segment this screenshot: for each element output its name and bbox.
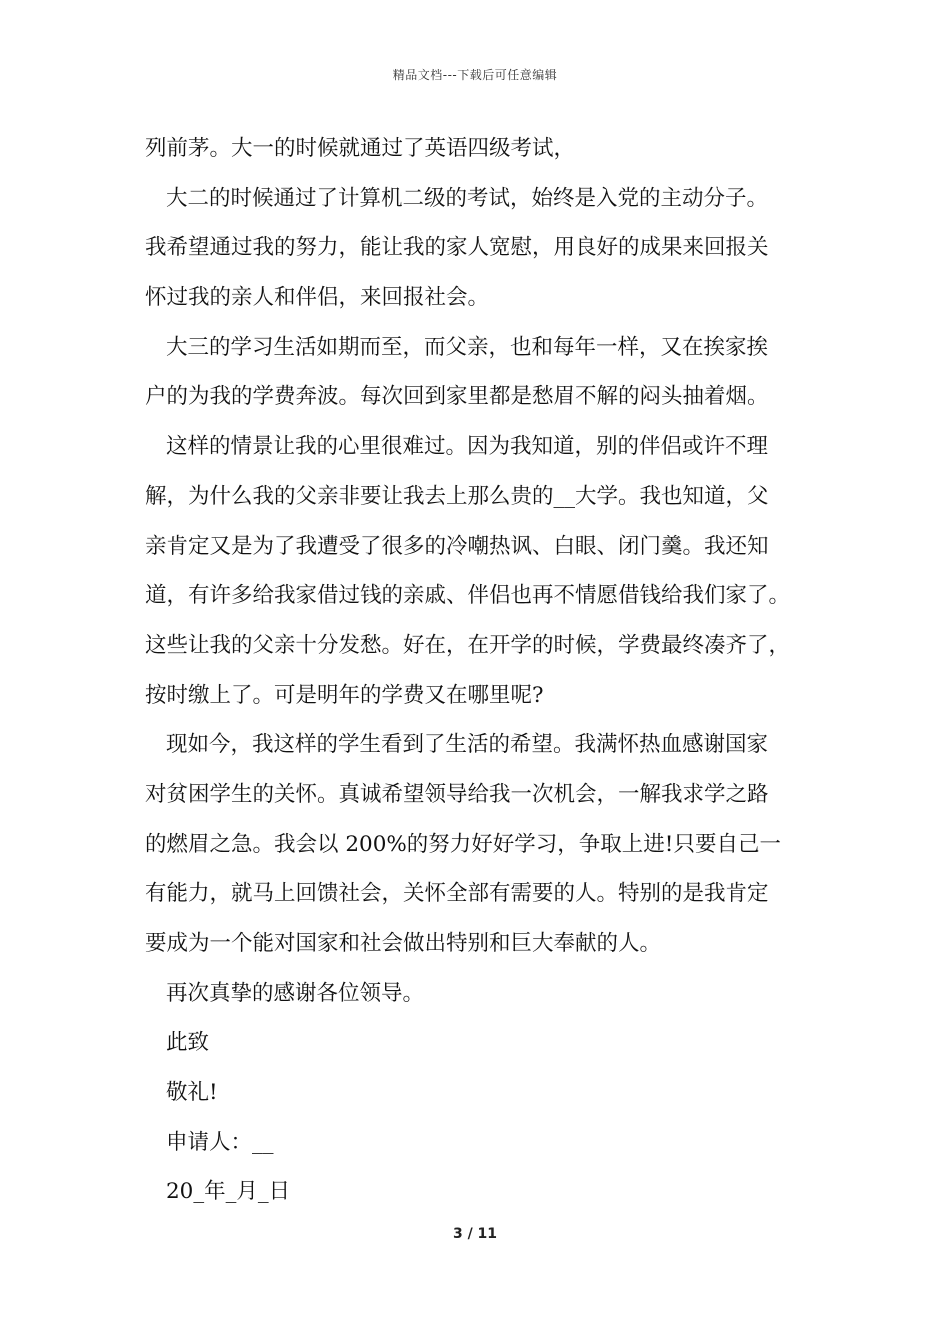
text-line: 解，为什么我的父亲非要让我去上那么贵的__大学。我也知道，父: [145, 483, 769, 509]
salutation: 此致: [166, 1030, 210, 1056]
document-body: [145, 124, 820, 1217]
text-line: 对贫困学生的关怀。真诚希望领导给我一次机会，一解我求学之路: [145, 781, 769, 807]
text-line: 按时缴上了。可是明年的学费又在哪里呢?: [145, 682, 544, 708]
text-line: 现如今，我这样的学生看到了生活的希望。我满怀热血感谢国家: [166, 732, 769, 758]
text-line: 要成为一个能对国家和社会做出特别和巨大奉献的人。: [145, 931, 662, 956]
page-number: 3 / 11: [452, 1226, 498, 1242]
text-line: 道，有许多给我家借过钱的亲戚、伴侣也再不情愿借钱给我们家了。: [145, 583, 791, 609]
text-line: 列前茅。大一的时候就通过了英语四级考试，: [145, 136, 576, 161]
applicant-signature: 申请人：__: [166, 1129, 274, 1155]
text-line: 的燃眉之急。我会以 200%的努力好好学习，争取上进!只要自己一: [145, 831, 781, 857]
text-line: 有能力，就马上回馈社会，关怀全部有需要的人。特别的是我肯定: [145, 881, 769, 907]
text-line: 亲肯定又是为了我遭受了很多的冷嘲热讽、白眼、闭门羹。我还知: [145, 533, 769, 559]
salutation-regards: 敬礼!: [166, 1080, 218, 1106]
closing-thanks: 再次真挚的感谢各位领导。: [166, 980, 425, 1006]
text-line: 户的为我的学费奔波。每次回到家里都是愁眉不解的闷头抽着烟。: [145, 384, 769, 410]
text-line: 大三的学习生活如期而至，而父亲，也和每年一样，又在挨家挨: [166, 334, 769, 360]
text-line: 我希望通过我的努力，能让我的家人宽慰，用良好的成果来回报关: [145, 235, 769, 261]
date-line: 20_年_月_日: [166, 1179, 291, 1205]
text-line: 大二的时候通过了计算机二级的考试，始终是入党的主动分子。: [166, 185, 769, 211]
page-header: 精品文档---下载后可任意编辑: [392, 68, 558, 82]
text-line: 这些让我的父亲十分发愁。好在，在开学的时候，学费最终凑齐了，: [145, 632, 791, 658]
text-line: 怀过我的亲人和伴侣，来回报社会。: [145, 285, 490, 311]
text-line: 这样的情景让我的心里很难过。因为我知道，别的伴侣或许不理: [166, 434, 769, 460]
